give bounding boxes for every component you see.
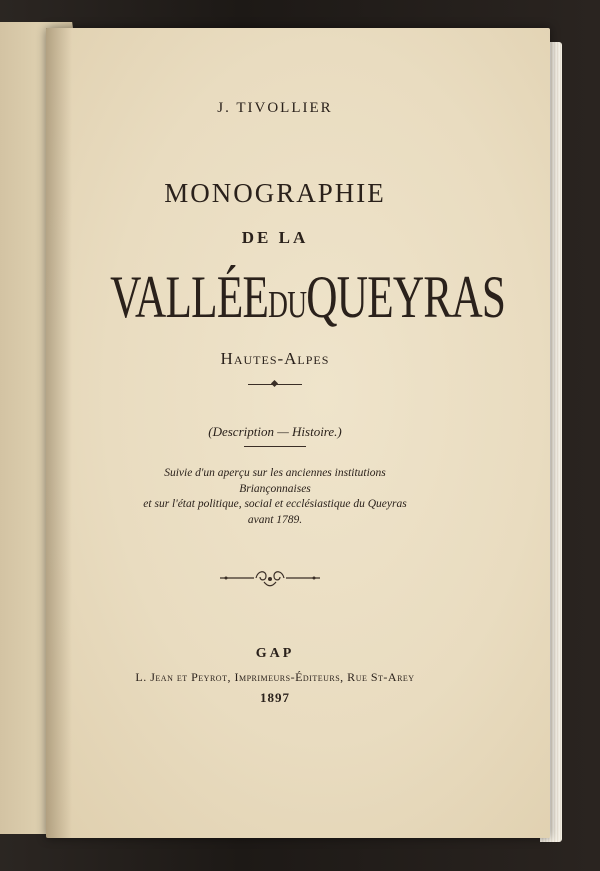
description (46, 466, 504, 528)
description-line: Briançonnaises (239, 482, 311, 495)
subtitle: (Description — Histoire.) (208, 424, 342, 439)
divider-under-subtitle (244, 446, 306, 447)
title-line-2: DE LA (241, 228, 309, 247)
title-line-1: MONOGRAPHIE (164, 178, 386, 208)
description-line: avant 1789. (247, 513, 303, 526)
author-name: J. TIVOLLIER (217, 100, 333, 116)
main-title-a: VALLÉE (110, 264, 269, 330)
publication-place: GAP (255, 646, 295, 661)
publication-year: 1897 (260, 690, 290, 705)
description-line: et sur l'état politique, social et ecclésiastique du Queyras (143, 498, 407, 510)
main-title (110, 262, 506, 340)
main-title-b: DU (268, 284, 307, 326)
publisher: L. Jean et Peyrot, Imprimeurs-Éditeurs, Rue St-Arey (135, 670, 415, 684)
main-title-c: QUEYRAS (306, 264, 506, 330)
region-label: Hautes-Alpes (220, 349, 330, 368)
description-line: Suivie d'un aperçu sur les anciennes institutions (164, 467, 386, 479)
ornament-flourish (218, 568, 322, 588)
